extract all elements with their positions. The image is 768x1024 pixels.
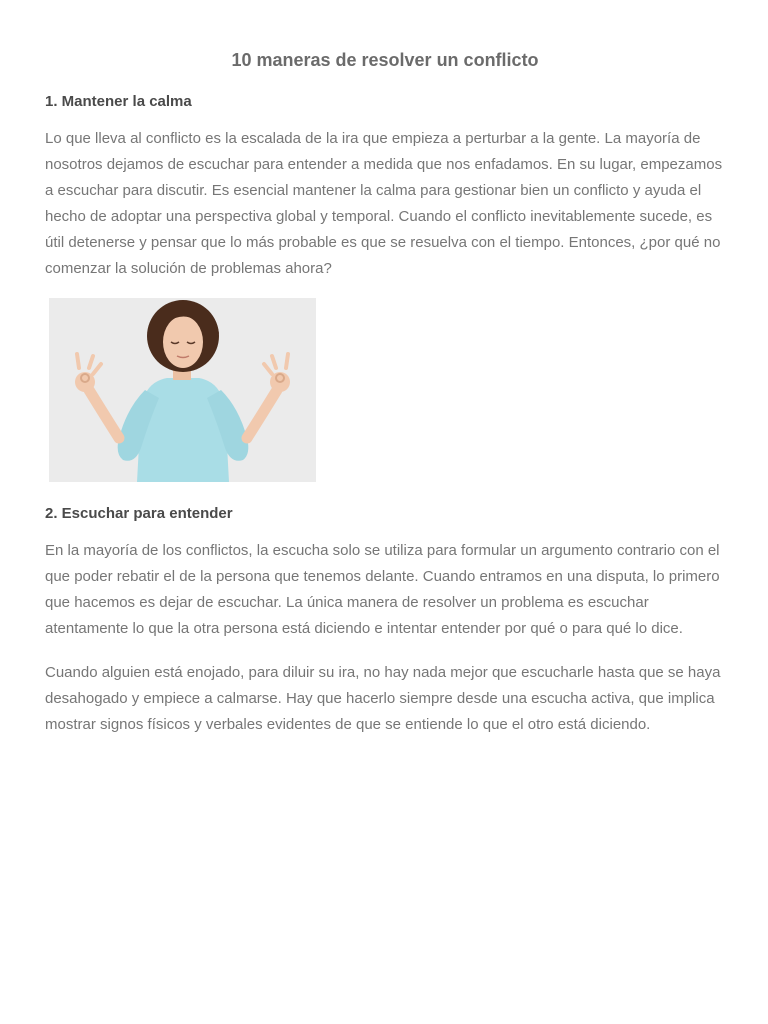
article-title: 10 maneras de resolver un conflicto (231, 50, 539, 70)
meditation-photo (49, 298, 316, 482)
paragraph-listen-2: Cuando alguien está enojado, para diluir su ira, no hay nada mejor que escucharle hasta que se haya desahogado y empiece a calmarse. Hay que hacerlo siempre desde una escucha activa, que implica mostrar signos físicos y verbales evidentes de que se entiende lo que el otro está diciendo. (45, 664, 721, 733)
section-heading-calm: 1. Mantener la calma (45, 93, 192, 110)
section-heading-listen: 2. Escuchar para entender (45, 505, 233, 522)
article (45, 0, 725, 738)
paragraph-calm: Lo que lleva al conflicto es la escalada de la ira que empieza a perturbar a la gente. La mayoría de nosotros dejamos de escuchar para entender a medida que nos enfadamos. En su lugar, empezamos a escuchar para discutir. Es esencial mantener la calma para gestionar bien un conflicto y ayuda el hecho de adoptar una perspectiva global y temporal. Cuando el conflicto inevitablemente sucede, es útil detenerse y pensar que lo más probable es que se resuelva con el tiempo. Entonces, ¿por qué no comenzar la solución de problemas ahora? (45, 130, 723, 277)
paragraph-listen-1: En la mayoría de los conflictos, la escucha solo se utiliza para formular un argumento contrario con el que poder rebatir el de la persona que tenemos delante. Cuando entramos en una disputa, lo primero que hacemos es dejar de escuchar. La única manera de resolver un problema es escuchar atentamente lo que la otra persona está diciendo e intentar entender por qué o para qué lo dice. (45, 542, 720, 637)
